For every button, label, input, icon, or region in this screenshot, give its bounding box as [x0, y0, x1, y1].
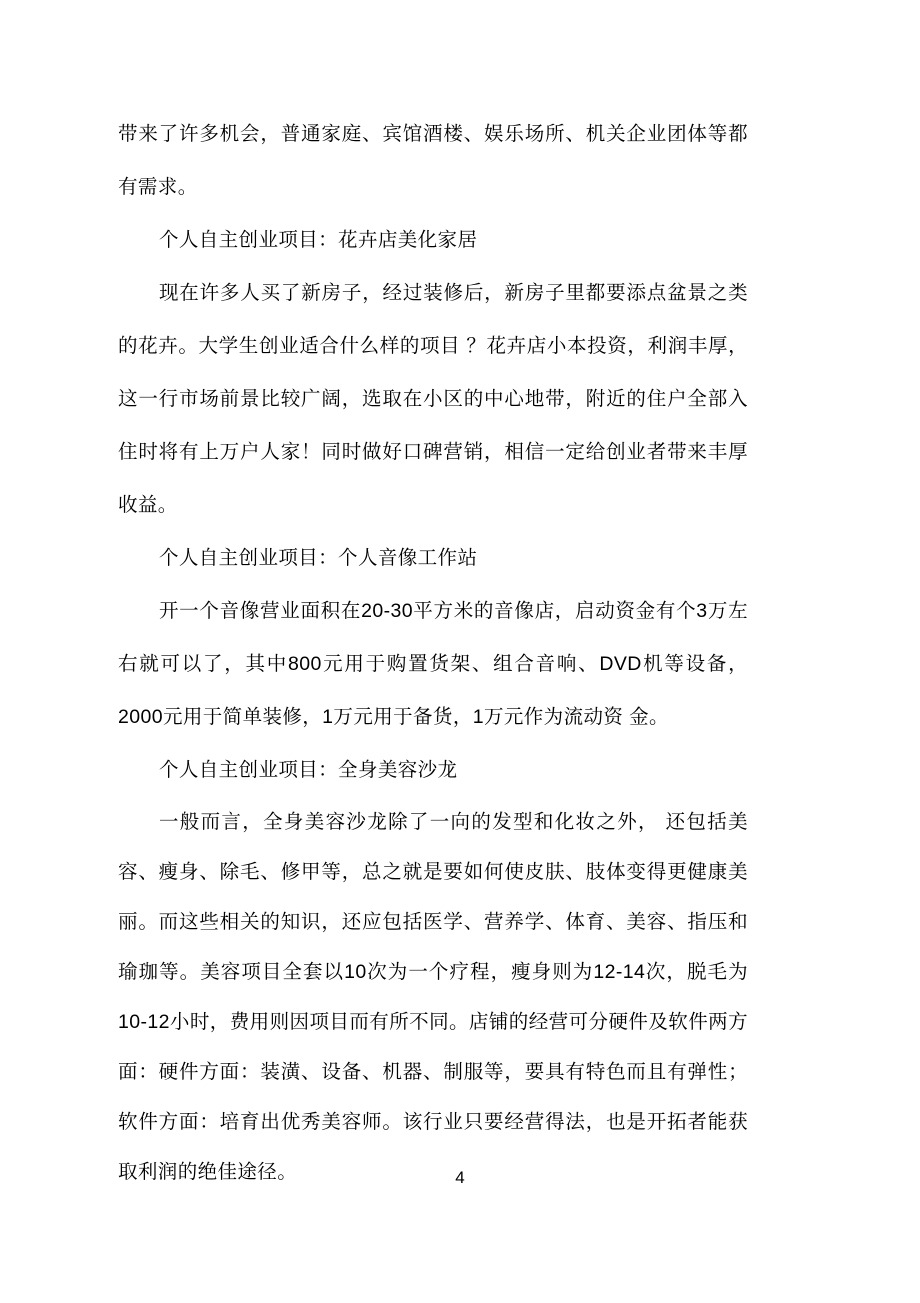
page-number: 4 — [455, 1168, 465, 1187]
paragraph-6: 个人自主创业项目：全身美容沙龙 — [158, 759, 458, 781]
document-body — [118, 108, 748, 1197]
paragraph-2: 个人自主创业项目：花卉店美化家居 — [158, 229, 478, 251]
paragraph-1: 带来了许多机会，普通家庭、宾馆酒楼、娱乐场所、机关企业团体等都有需求。 — [118, 123, 748, 198]
paragraph-5: 开一个音像营业面积在20-30平方米的音像店，启动资金有个3万左右就可以了，其中800元用于购置货架、组合音响、DVD机等设备，2000元用于简单装修，1万元用于备货，1万元作为流动资 金。 — [118, 600, 748, 728]
paragraph-4: 个人自主创业项目：个人音像工作站 — [158, 547, 478, 569]
paragraph-7: 一般而言，全身美容沙龙除了一向的发型和化妆之外， 还包括美容、瘦身、除毛、修甲等，总之就是要如何使皮肤、肢体变得更健康美丽。而这些相关的知识，还应包括医学、营养学、体育、美容、指压和瑜珈等。美容项目全套以10次为一个疗程，瘦身则为12-14次，脱毛为10-12小时，费用则因项目而有所不同。店铺的经营可分硬件及软件两方面：硬件方面：装潢、设备、机器、制服等，要具有特色而且有弹性；软件方面：培育出优秀美容师。该行业只要经营得法，也是开拓者能获取利润的绝佳途径。 — [118, 811, 748, 1183]
paragraph-3: 现在许多人买了新房子，经过装修后，新房子里都要添点盆景之类的花卉。大学生创业适合什么样的项目 ？花卉店小本投资，利润丰厚，这一行市场前景比较广阔，选取在小区的中心地带，附近的住户全部入住时将有上万户人家！同时做好口碑营销，相信一定给创业者带来丰厚收益。 — [118, 282, 748, 516]
